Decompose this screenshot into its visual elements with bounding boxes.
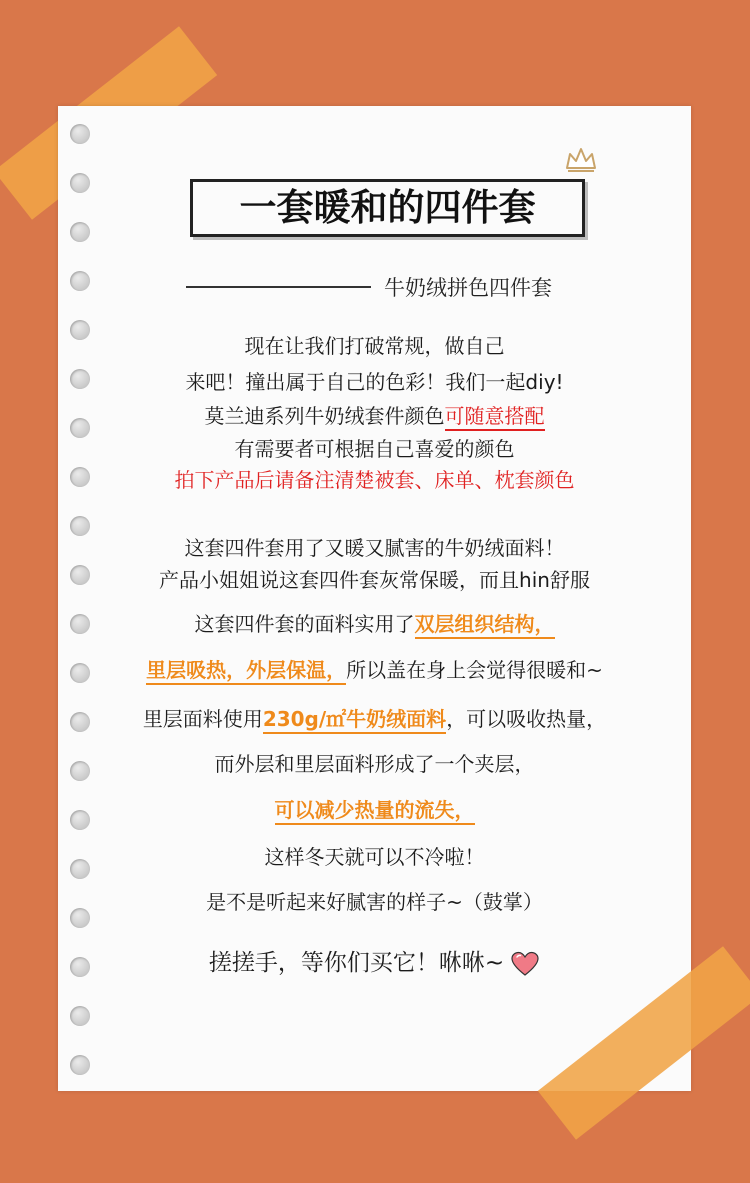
highlight-orange: 230g/㎡牛奶绒面料 bbox=[263, 707, 446, 734]
binder-hole bbox=[70, 271, 90, 291]
text-line: 而外层和里层面料形成了一个夹层， bbox=[214, 752, 535, 776]
text-line: 产品小姐姐说这套四件套灰常保暖，而且hin舒服 bbox=[159, 568, 590, 592]
text-line bbox=[58, 703, 691, 732]
text-line bbox=[58, 654, 691, 683]
subtitle: 牛奶绒拼色四件套 bbox=[384, 276, 552, 300]
text-line: 这套四件套用了又暖又腻害的牛奶绒面料！ bbox=[184, 536, 565, 560]
text-line bbox=[58, 608, 691, 637]
highlight-orange: 双层组织结构， bbox=[415, 612, 555, 639]
binder-hole bbox=[70, 1006, 90, 1026]
page-title: 一套暖和的四件套 bbox=[190, 179, 585, 237]
binder-hole bbox=[70, 124, 90, 144]
heart-icon bbox=[510, 951, 540, 977]
text-line-closing bbox=[58, 944, 691, 977]
text-segment: 所以盖在身上会觉得很暖和~ bbox=[346, 658, 603, 682]
text-line: 现在让我们打破常规，做自己 bbox=[244, 334, 505, 358]
crown-icon bbox=[564, 146, 598, 174]
highlight-red: 可随意搭配 bbox=[445, 404, 545, 431]
text-line: 这样冬天就可以不冷啦！ bbox=[264, 845, 485, 869]
binder-hole bbox=[70, 222, 90, 242]
highlight-orange: 可以减少热量的流失， bbox=[275, 798, 475, 825]
text-line: 有需要者可根据自己喜爱的颜色 bbox=[234, 437, 515, 461]
highlight-orange: 里层吸热，外层保温， bbox=[146, 658, 346, 685]
text-line: 来吧！撞出属于自己的色彩！我们一起diy! bbox=[185, 370, 564, 394]
text-segment: 这套四件套的面料实用了 bbox=[194, 612, 415, 636]
subtitle-rule bbox=[186, 286, 371, 288]
text-segment: 搓搓手，等你们买它！咻咻~ bbox=[208, 950, 505, 976]
binder-hole bbox=[70, 173, 90, 193]
text-segment: 里层面料使用 bbox=[142, 707, 263, 731]
text-line bbox=[58, 794, 691, 823]
text-segment: ，可以吸收热量， bbox=[446, 707, 607, 731]
text-line bbox=[58, 400, 691, 429]
text-segment: 莫兰迪系列牛奶绒套件颜色 bbox=[204, 404, 445, 428]
text-line: 是不是听起来好腻害的样子~（鼓掌） bbox=[206, 890, 543, 914]
notebook-paper bbox=[58, 106, 691, 1091]
binder-hole bbox=[70, 1055, 90, 1075]
text-line-red: 拍下产品后请备注清楚被套、床单、枕套颜色 bbox=[174, 468, 575, 492]
